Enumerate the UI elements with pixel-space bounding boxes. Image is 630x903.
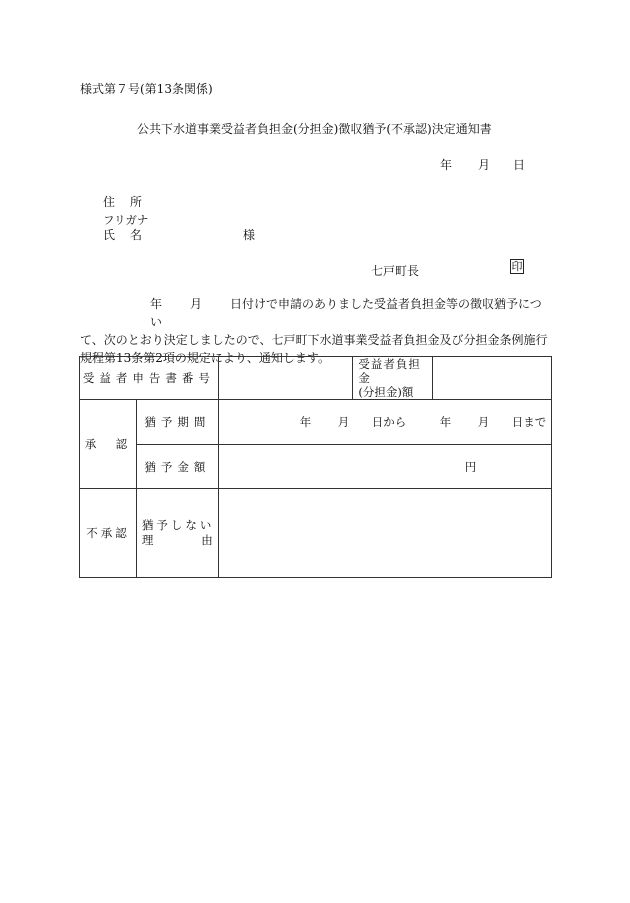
- honorific: 様: [243, 228, 256, 242]
- body-line-2: て、次のとおり決定しましたので、七戸町下水道事業受益者負担金及び分担金条例施行: [80, 333, 548, 347]
- period-to-year: 年: [439, 415, 452, 429]
- amount-label: [353, 357, 433, 400]
- grace-period-label: 猶予期間: [136, 400, 218, 445]
- furigana-label: フリガナ: [103, 213, 149, 227]
- period-to-month: 月: [477, 415, 490, 429]
- body-line-1-text: 日付けで申請のありました受益者負担金等の徴収猶予につい: [150, 297, 542, 329]
- grace-amount-label: 猶予金額: [136, 445, 218, 489]
- disapproval-label: 不承認: [80, 489, 137, 578]
- period-to-day: 日まで: [511, 415, 547, 429]
- amount-label-line-2: (分担金)額: [358, 385, 414, 399]
- report-number-label: 受益者申告書番号: [80, 357, 219, 400]
- mayor-title: 七戸町長: [371, 264, 420, 278]
- address-label: 住所: [103, 195, 158, 209]
- decision-table: [79, 356, 552, 578]
- body-year: 年: [150, 297, 163, 311]
- report-number-field[interactable]: [218, 357, 353, 400]
- reason-field[interactable]: [218, 489, 551, 578]
- date-month: 月: [478, 158, 491, 172]
- grace-amount-field[interactable]: [218, 445, 551, 489]
- body-line-1: [80, 295, 552, 331]
- form-number: 様式第７号(第13条関係): [80, 82, 213, 96]
- yen-unit: 円: [464, 459, 477, 474]
- period-from-year: 年: [299, 415, 312, 429]
- date-year: 年: [440, 158, 453, 172]
- reason-label-line-1: 猶予しない: [141, 518, 215, 532]
- body-month: 月: [190, 297, 203, 311]
- amount-label-line-1: 受益者負担金: [358, 357, 421, 385]
- date-day: 日: [513, 158, 526, 172]
- grace-period-field[interactable]: [218, 400, 551, 445]
- period-from-month: 月: [337, 415, 350, 429]
- reason-label-char-1: 理: [141, 533, 154, 547]
- name-label: 氏名: [103, 228, 158, 242]
- reason-label-char-2: 由: [201, 533, 213, 547]
- approval-label: 承 認: [80, 400, 137, 489]
- body-line-3: 規程第13条第2項の規定により、通知します。: [80, 351, 330, 365]
- period-from-day: 日から: [371, 415, 407, 429]
- amount-field[interactable]: [433, 357, 552, 400]
- reason-label: [136, 489, 218, 578]
- document-title: 公共下水道事業受益者負担金(分担金)徴収猶予(不承認)決定通知書: [137, 122, 492, 136]
- seal-mark: 印: [511, 260, 523, 273]
